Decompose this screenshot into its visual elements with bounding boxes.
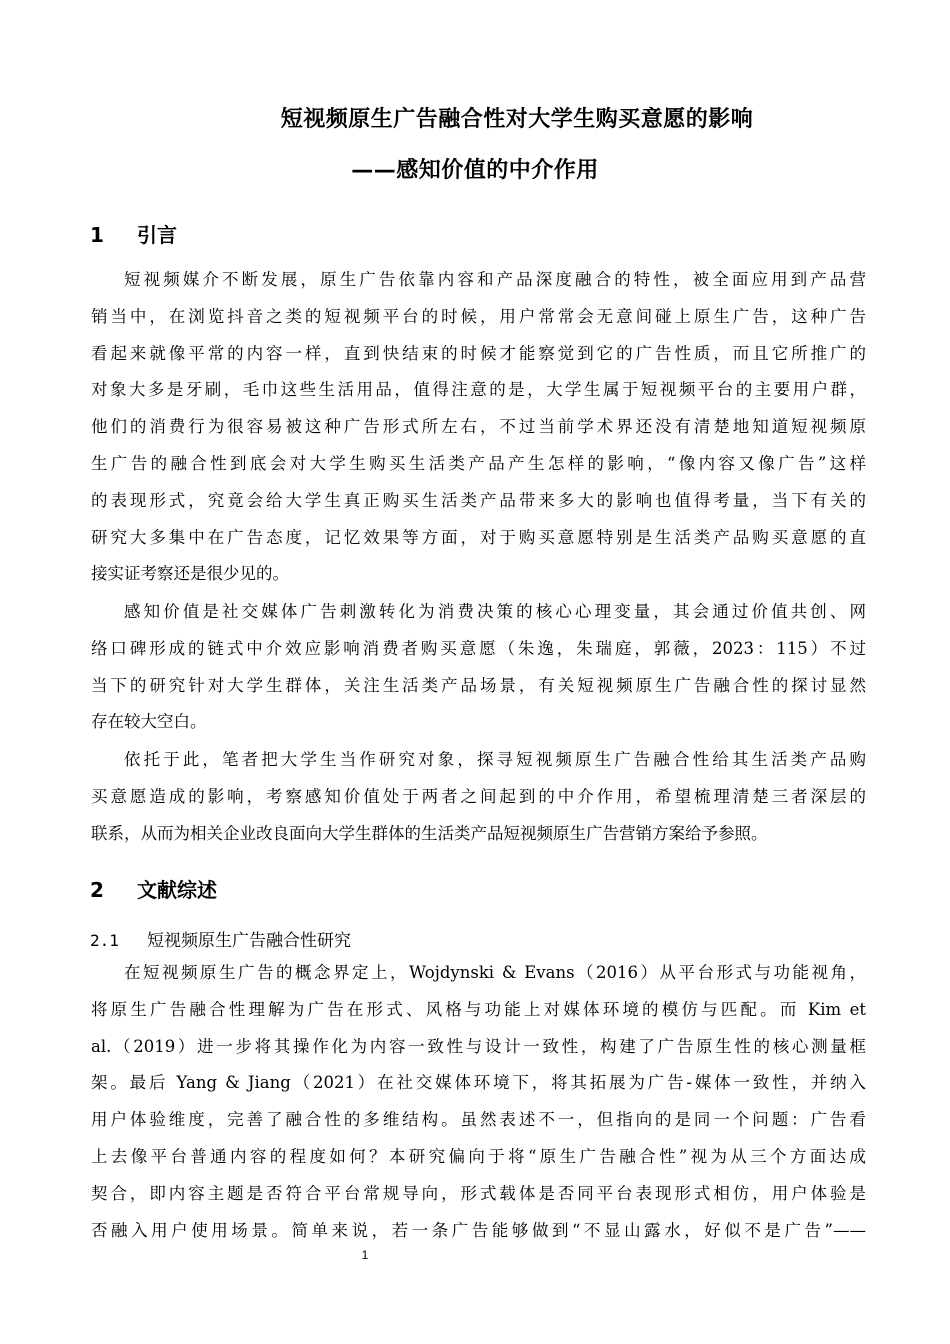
text-line: 契合，即内容主题是否符合平台常规导向，形式载体是否同平台表现形式相仿，用户体验是 (91, 1183, 866, 1203)
text-line: 买意愿造成的影响，考察感知价值处于两者之间起到的中介作用，希望梳理清楚三者深层的 (91, 786, 866, 806)
subsection-number: 2.1 (90, 931, 119, 950)
text-line: 上去像平台普通内容的程度如何？本研究偏向于将“原生广告融合性”视为从三个方面达成 (91, 1146, 866, 1166)
text-line: al.（2019）进一步将其操作化为内容一致性与设计一致性，构建了广告原生性的核心测量框 (91, 1036, 866, 1056)
paper-title: 短视频原生广告融合性对大学生购买意愿的影响 (280, 107, 754, 132)
text-line: 当下的研究针对大学生群体，关注生活类产品场景，有关短视频原生广告融合性的探讨显然 (91, 675, 866, 695)
text-line: 将原生广告融合性理解为广告在形式、风格与功能上对媒体环境的模仿与匹配。而 Kim et (91, 999, 866, 1019)
text-line: 生广告的融合性到底会对大学生购买生活类产品产生怎样的影响，“像内容又像广告”这样 (91, 453, 866, 473)
text-line: 用户体验维度，完善了融合性的多维结构。虽然表述不一，但指向的是同一个问题：广告看 (91, 1110, 866, 1130)
section-number: 2 (90, 878, 104, 902)
text-line: 在短视频原生广告的概念界定上，Wojdynski & Evans（2016）从平台形式与功能视角， (124, 963, 866, 982)
text-line: 对象大多是牙刷，毛巾这些生活用品，值得注意的是，大学生属于短视频平台的主要用户群， (91, 380, 866, 400)
subsection-heading-2-1 (90, 926, 351, 951)
paper-subtitle: ——感知价值的中介作用 (351, 158, 599, 183)
text-line: 架。最后 Yang & Jiang（2021）在社交媒体环境下，将其拓展为广告-媒体一致性，并纳入 (91, 1073, 866, 1093)
text-line: 感知价值是社交媒体广告刺激转化为消费决策的核心心理变量，其会通过价值共创、网 (124, 602, 866, 621)
text-line: 他们的消费行为很容易被这种广告形式所左右，不过当前学术界还没有清楚地知道短视频原 (91, 417, 866, 437)
text-line: 存在较大空白。 (91, 712, 207, 732)
text-line: 研究大多集中在广告态度，记忆效果等方面，对于购买意愿特别是生活类产品购买意愿的直 (91, 527, 866, 547)
text-line: 络口碑形成的链式中介效应影响消费者购买意愿（朱逸，朱瑞庭，郭薇，2023：115）不过 (91, 638, 866, 658)
text-line: 销当中，在浏览抖音之类的短视频平台的时候，用户常常会无意间碰上原生广告，这种广告 (91, 306, 866, 326)
text-line: 联系，从而为相关企业改良面向大学生群体的生活类产品短视频原生广告营销方案给予参照。 (91, 823, 768, 843)
text-line: 依托于此，笔者把大学生当作研究对象，探寻短视频原生广告融合性给其生活类产品购 (124, 750, 866, 769)
text-line: 短视频媒介不断发展，原生广告依靠内容和产品深度融合的特性，被全面应用到产品营 (124, 270, 866, 289)
text-line: 的表现形式，究竟会给大学生真正购买生活类产品带来多大的影响也值得考量，当下有关的 (91, 490, 866, 510)
subsection-title: 短视频原生广告融合性研究 (147, 931, 351, 951)
section-heading-1 (90, 219, 177, 248)
paragraph (91, 742, 866, 852)
section-title: 引言 (137, 223, 177, 247)
paragraph (91, 262, 866, 593)
text-line: 否融入用户使用场景。简单来说，若一条广告能够做到“不显山露水，好似不是广告”—— (91, 1220, 866, 1240)
section-heading-2 (90, 874, 217, 903)
text-line: 看起来就像平常的内容一样，直到快结束的时候才能察觉到它的广告性质，而且它所推广的 (91, 343, 866, 363)
paragraph (91, 955, 866, 1249)
section-title: 文献综述 (137, 878, 217, 902)
section-number: 1 (90, 223, 104, 247)
page-number: 1 (361, 1248, 369, 1262)
paragraph (91, 594, 866, 741)
text-line: 接实证考察还是很少见的。 (91, 564, 289, 584)
